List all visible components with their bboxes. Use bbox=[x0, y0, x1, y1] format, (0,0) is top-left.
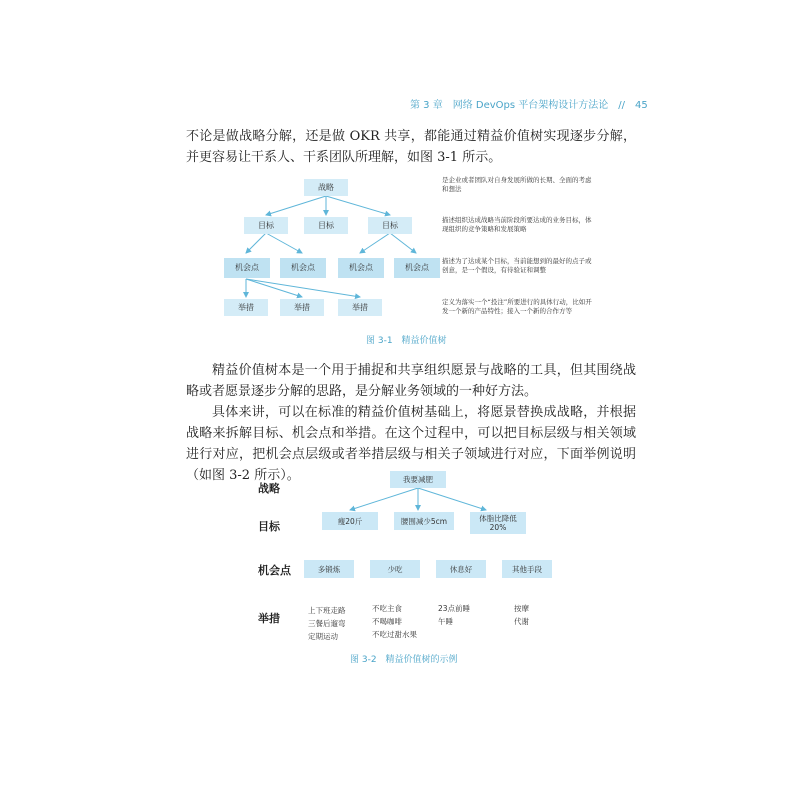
opportunity-node: 机会点 bbox=[338, 258, 384, 278]
figure-3-2 bbox=[258, 468, 578, 658]
opportunity-node: 机会点 bbox=[224, 258, 270, 278]
goal-node: 体脂比降低 20% bbox=[470, 512, 526, 534]
row-label-strategy: 战略 bbox=[258, 482, 280, 495]
action-node: 举措 bbox=[224, 299, 268, 316]
paragraph-2: 精益价值树本是一个用于捕捉和共享组织愿景与战略的工具，但其围绕战略或者愿景逐步分解的思路，是分解业务领域的一种好方法。 bbox=[186, 363, 636, 399]
action-group-eat-less bbox=[372, 602, 417, 641]
opportunity-node: 机会点 bbox=[280, 258, 326, 278]
action-item: 不吃主食 bbox=[372, 604, 402, 613]
strategy-description: 是企业或者团队对自身发展所做的长期、全面的考虑和想法 bbox=[442, 176, 592, 193]
action-item: 不喝咖啡 bbox=[372, 617, 402, 626]
goal-node: 腰围减少5cm bbox=[394, 512, 454, 530]
running-header bbox=[410, 96, 648, 111]
action-node: 举措 bbox=[338, 299, 382, 316]
action-item: 不吃过甜水果 bbox=[372, 630, 417, 639]
opportunity-node: 机会点 bbox=[394, 258, 440, 278]
goal-node: 瘦20斤 bbox=[322, 512, 378, 530]
action-group-exercise bbox=[308, 604, 346, 643]
action-item: 午睡 bbox=[438, 617, 453, 626]
chapter-title: 网络 DevOps 平台架构设计方法论 bbox=[452, 100, 609, 111]
goal-node: 目标 bbox=[304, 217, 348, 234]
goal-description: 描述组织达成战略当前阶段所要达成的业务目标，体现组织的竞争策略和发展策略 bbox=[442, 216, 592, 233]
opportunity-description: 描述为了达成某个目标，当前能想到的最好的点子或创意，是一个假设，有待验证和调整 bbox=[442, 257, 592, 274]
chapter-label: 第 3 章 bbox=[410, 100, 443, 111]
paragraph-3: 具体来讲，可以在标准的精益价值树基础上，将愿景替换成战略，并根据战略来拆解目标、机会点和举措。在这个过程中，可以把目标层级与相关领域进行对应，把机会点层级或者举措层级与相关子领域进行对应，下面举例说明（如图 3-2 所示）。 bbox=[186, 405, 636, 483]
action-node: 举措 bbox=[280, 299, 324, 316]
action-item: 上下班走路 bbox=[308, 606, 346, 615]
goal-node: 目标 bbox=[368, 217, 412, 234]
goal-node: 目标 bbox=[244, 217, 288, 234]
row-label-action: 举措 bbox=[258, 612, 280, 625]
opportunity-node: 少吃 bbox=[370, 560, 420, 578]
action-item: 23点前睡 bbox=[438, 604, 471, 613]
opportunity-node: 休息好 bbox=[436, 560, 486, 578]
action-group-rest bbox=[438, 602, 470, 628]
action-item: 三餐后遛弯 bbox=[308, 619, 346, 628]
opportunity-node: 多锻炼 bbox=[304, 560, 354, 578]
figure-3-2-caption: 图 3-2 精益价值树的示例 bbox=[350, 655, 458, 665]
strategy-node: 我要减肥 bbox=[390, 471, 446, 488]
page-number: 45 bbox=[635, 100, 648, 111]
row-label-opportunity: 机会点 bbox=[258, 564, 291, 577]
strategy-node: 战略 bbox=[304, 179, 348, 196]
action-item: 按摩 bbox=[514, 604, 529, 613]
figure-3-1 bbox=[210, 170, 630, 330]
action-group-other bbox=[514, 602, 529, 628]
action-item: 定期运动 bbox=[308, 632, 338, 641]
paragraph-1: 不论是做战略分解，还是做 OKR 共享，都能通过精益价值树实现逐步分解，并更容易让干系人、干系团队所理解，如图 3-1 所示。 bbox=[186, 129, 636, 165]
header-separator: // bbox=[618, 100, 626, 111]
opportunity-node: 其他手段 bbox=[502, 560, 552, 578]
action-description: 定义为落实一个“投注”所要进行的具体行动，比如开发一个新的产品特性；接入一个新的合作方等 bbox=[442, 298, 592, 315]
action-item: 代谢 bbox=[514, 617, 529, 626]
figure-3-1-caption: 图 3-1 精益价值树 bbox=[366, 336, 447, 346]
row-label-goal: 目标 bbox=[258, 520, 280, 533]
